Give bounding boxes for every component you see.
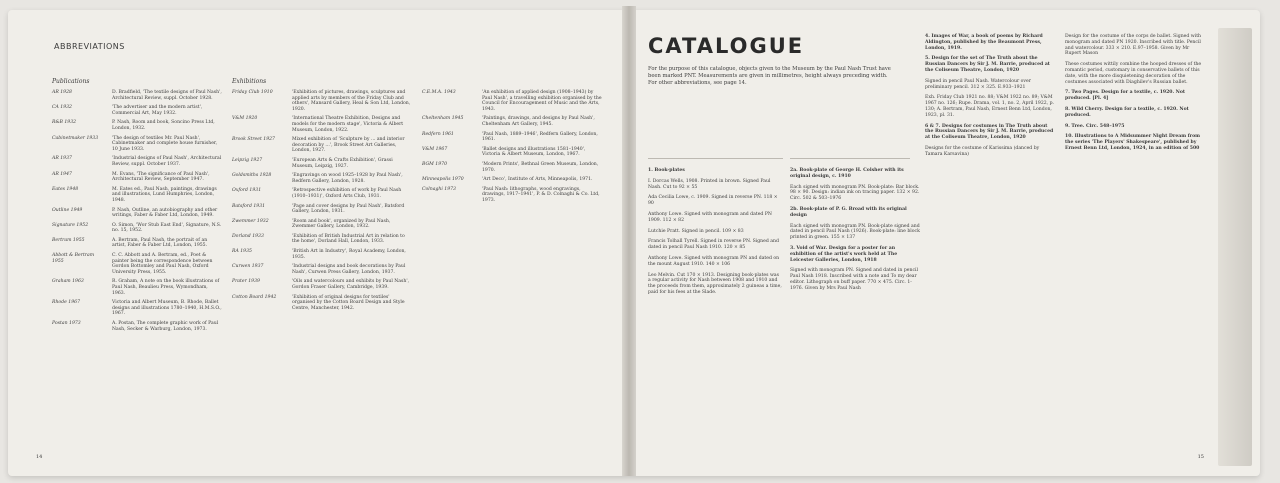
entry-value: 'Ballet designs and illustrations 1581–1940', Victoria & Albert Museum, London, 1967. xyxy=(482,146,586,158)
entry-key: Outline 1949 xyxy=(52,207,83,213)
catalogue-paragraph: Anthony Lowe. Signed with monogram and dated PN 1909. 112 × 82 xyxy=(648,211,772,223)
exhibition-entry xyxy=(422,116,602,127)
catalogue-paragraph: 5. Design for the set of The Truth about the Russian Dancers by Sir J. M. Barrie, produced at the Coliseum Theatre, London, 1920 xyxy=(925,56,1050,73)
entry-key: BGM 1970 xyxy=(422,161,447,167)
entry-value: A. Bertram, Paul Nash, the portrait of an artist, Faber & Faber Ltd, London, 1955. xyxy=(112,237,208,249)
exhibition-entry xyxy=(422,132,602,143)
exhibitions-label: Exhibitions xyxy=(232,78,267,85)
publication-entry xyxy=(52,300,222,317)
entry-key: Abbott & Bertram 1955 xyxy=(52,253,95,264)
catalogue-paragraph: Signed in pencil Paul Nash. Watercolour over preliminary pencil. 312 × 325. E.933–1921 xyxy=(925,78,1031,90)
catalogue-paragraph: Francis Tolhall Tyrell. Signed in reverse PN. Signed and dated in pencil Paul Nash 1910. 120 × 85 xyxy=(648,239,779,251)
publication-entry xyxy=(52,208,222,219)
entry-key: R&B 1932 xyxy=(52,120,77,126)
rule xyxy=(648,158,783,159)
entry-key: Signature 1952 xyxy=(52,222,89,228)
entry-key: Cabinetmaker 1933 xyxy=(52,135,99,141)
exhibition-entry xyxy=(232,158,412,169)
entry-key: Leipzig 1927 xyxy=(232,157,263,163)
catalogue-column-4 xyxy=(1065,34,1205,157)
entry-value: M. Eates ed., Paul Nash, paintings, drawings and illustrations, Lund Humphries, London, 1948. xyxy=(112,186,217,203)
catalogue-paragraph: Each signed with monogram PN. Book-plate: Bar block. 98 × 90. Design: indian ink on tracing paper. 132 × 92. Circ. 502 & 503–1976 xyxy=(790,184,920,202)
catalogue-column-1 xyxy=(648,168,783,301)
exhibition-entry xyxy=(232,137,412,154)
publication-entry xyxy=(52,187,222,204)
catalogue-paragraph: Designs for the costume of Karissima (danced by Tamara Karsavina) xyxy=(925,145,1040,157)
entry-key: Dorland 1933 xyxy=(232,233,264,239)
entry-value: 'Paul Nash, 1889–1946', Redfern Gallery, London, 1961. xyxy=(482,131,598,143)
exhibition-entry xyxy=(232,279,412,290)
entry-key: Minneapolis 1970 xyxy=(422,177,464,183)
entry-value: O. Simon, 'Wor Stub East End', Signature, N.S. no. 15, 1952. xyxy=(112,222,222,234)
entry-value: 'Oils and watercolours and exhibits by Paul Nash', Gordon Fraser Gallery, Cambridge, 1939. xyxy=(292,279,410,291)
entry-value: 'Industrial designs and book decorations by Paul Nash', Curwen Press Gallery, London, 1937. xyxy=(292,264,406,275)
catalogue-paragraph: 8. Wild Cherry. Design for a textile, c. 1920. Not produced. xyxy=(1065,106,1189,118)
publications-label: Publications xyxy=(52,78,90,85)
catalogue-paragraph: Exh. Friday Club 1921 no. 88; V&M 1922 no. 89; V&M 1967 no. 126; Rupe. Drama, vol. 1, no. 2, April 1922, p. 130; A. Bertram, Paul Nash, Ernest Benn Ltd, London, 1923, pl. 31. xyxy=(925,95,1054,118)
exhibition-entry xyxy=(422,90,602,112)
entry-key: Batsford 1931 xyxy=(232,203,266,209)
entry-value: 'An exhibition of applied design (1908–1943) by Paul Nash', a travelling exhibition organised by the Council for Encouragement of Music and the Arts, 1943. xyxy=(482,90,602,112)
entry-value: M. Evans, 'The significance of Paul Nash', Architectural Review, September 1947. xyxy=(112,171,210,183)
entry-key: Graham 1963 xyxy=(52,279,84,285)
catalogue-column-3 xyxy=(925,34,1055,163)
entry-value: D. Bradfield, 'The textile designs of Paul Nash', Architectural Review, suppl. October 1928. xyxy=(112,90,222,101)
exhibitions-list xyxy=(232,90,412,315)
catalogue-paragraph: Leo Melvin. Cut 170 × 1913. Designing book-plates was a regular activity for Nash between 1908 and 1910 and the proceeds from them, approximately 2 guineas a time, paid for his fees at the Slade. xyxy=(648,272,782,295)
entry-value: 'Industrial designs of Paul Nash', Architectural Review, suppl. October 1937. xyxy=(112,156,222,167)
entry-value: 'Paintings, drawings, and designs by Paul Nash', Cheltenham Art Gallery, 1945. xyxy=(482,116,595,127)
entry-value: 'British Art in Industry', Royal Academy, London, 1935. xyxy=(292,249,406,260)
publication-entry xyxy=(52,238,222,249)
catalogue-intro: For the purpose of this catalogue, objects given to the Museum by the Paul Nash Trust have been marked PNT. Measurements are given in millimetres, height always preceding width. For other abbreviations, see page 14. xyxy=(648,66,891,86)
entry-key: Cheltenham 1945 xyxy=(422,116,464,122)
catalogue-paragraph: Anthony Lowe. Signed with monogram PN and dated on the mount August 1910. 140 × 106 xyxy=(648,255,780,267)
entry-key: Colnaghi 1973 xyxy=(422,186,456,192)
page-number-right: 15 xyxy=(1197,454,1204,460)
exhibition-entry xyxy=(422,187,602,204)
exhibition-entry xyxy=(232,90,412,112)
catalogue-paragraph: Lutchie Pratt. Signed in pencil. 109 × 83 xyxy=(648,228,744,234)
rule xyxy=(790,158,910,159)
exhibition-entry xyxy=(232,204,412,215)
exhibition-entry xyxy=(422,177,602,183)
entry-key: AR 1937 xyxy=(52,156,72,162)
entry-value: 'The advertiser and the modern artist', Commercial Art, May 1932. xyxy=(112,105,203,116)
exhibition-entry xyxy=(422,162,602,173)
entry-key: RA 1935 xyxy=(232,249,252,255)
entry-key: V&M 1920 xyxy=(232,116,258,122)
entry-value: A. Postan, The complete graphic work of Paul Nash, Secker & Warburg, London, 1973. xyxy=(112,321,219,332)
entry-key: Prater 1939 xyxy=(232,279,260,285)
entry-key: Redfern 1961 xyxy=(422,131,454,137)
entry-key: Eates 1948 xyxy=(52,186,79,192)
catalogue-paragraph: I. Dorcas Wells, 1908. Printed in brown. Signed Paul Nash. Cut to 92 × 55 xyxy=(648,178,771,190)
entry-value: 'Exhibition of British Industrial Art in relation to the home', Dorland Hall, London, 1933. xyxy=(292,233,405,245)
catalogue-paragraph: 1. Book-plates xyxy=(648,168,685,173)
entry-key: V&M 1967 xyxy=(422,146,448,152)
right-page xyxy=(640,18,1218,466)
entry-value: 'Retrospective exhibition of work by Paul Nash (1910–1931)', Oxford Arts Club, 1931. xyxy=(292,188,402,199)
exhibition-entry xyxy=(232,188,412,199)
left-page xyxy=(30,18,620,466)
entry-value: 'Page and cover designs by Paul Nash', Batsford Gallery, London, 1931. xyxy=(292,203,405,215)
entry-key: Cotton Board 1942 xyxy=(232,294,277,300)
catalogue-paragraph: Ada Cecilia Lowe, c. 1909. Signed in reverse PN. 118 × 90 xyxy=(648,195,778,207)
entry-key: Friday Club 1910 xyxy=(232,90,273,95)
catalogue-title: CATALOGUE xyxy=(648,34,805,58)
entry-value: 'Modern Prints', Bethnal Green Museum, London, 1970. xyxy=(482,161,599,173)
catalogue-column-2 xyxy=(790,168,920,297)
page-number-left: 14 xyxy=(36,454,43,460)
entry-value: 'International Theatre Exhibition, Designs and models for the modern stage', Victoria & Albert Museum, London, 1922. xyxy=(292,116,404,133)
catalogue-paragraph: 2b. Book-plate of P. G. Broad with its original design xyxy=(790,206,907,218)
exhibition-entry xyxy=(232,295,412,312)
exhibitions-list-continued xyxy=(422,90,602,208)
publications-list xyxy=(52,90,222,336)
entry-value: 'Engravings on wood 1925–1928 by Paul Nash', Redfern Gallery, London, 1928. xyxy=(292,173,403,184)
exhibition-entry xyxy=(422,147,602,158)
catalogue-paragraph: Each signed with monogram PN. Book-plate signed and dated in pencil Paul Nash (1926). Book-plate: line block printed in green. 155 × 137 xyxy=(790,223,920,241)
abbreviations-heading: ABBREVIATIONS xyxy=(54,42,125,51)
entry-value: R. Graham, A note on the book illustrations of Paul Nash, Beaulieu Press, Wymondham, 1963. xyxy=(112,279,220,296)
entry-key: Postan 1973 xyxy=(52,321,81,326)
publication-entry xyxy=(52,172,222,183)
publication-entry xyxy=(52,279,222,296)
entry-key: Curwen 1937 xyxy=(232,264,264,270)
exhibition-entry xyxy=(232,234,412,245)
entry-key: AR 1928 xyxy=(52,90,72,95)
exhibition-entry xyxy=(232,249,412,260)
entry-key: Brook Street 1927 xyxy=(232,137,275,143)
entry-key: AR 1947 xyxy=(52,171,72,177)
catalogue-paragraph: 2a. Book-plate of George H. Colsher with its original design, c. 1910 xyxy=(790,168,904,179)
book-spine xyxy=(622,6,636,476)
entry-value: 'The design of textiles Mr. Paul Nash', Cabinetmaker and complete house furnisher, 10 June 1933. xyxy=(112,135,218,152)
entry-value: 'Room and book', organized by Paul Nash, Zwemmer Gallery, London, 1932. xyxy=(292,218,391,230)
entry-value: C. C. Abbott and A. Bertram, ed., Poet & painter being the correspondence between Gordon Bottomley and Paul Nash, Oxford University Press, 1955. xyxy=(112,253,213,275)
entry-key: C.E.M.A. 1943 xyxy=(422,90,456,95)
catalogue-paragraph: These costumes wittily combine the hooped dresses of the romantic period, customary in conservative ballets of this date, with the more disquietening decoration of the costumes associated with Diaghilev's Russian ballet. xyxy=(1065,62,1202,85)
entry-value: Victoria and Albert Museum, B. Rhode, Ballet designs and illustrations 1780–1940, H.M.S.O., 1967. xyxy=(112,300,222,317)
entry-key: Rhode 1967 xyxy=(52,300,80,306)
catalogue-paragraph: Signed with monogram PN. Signed and dated in pencil Paul Nash 1918. Inscribed with a note and To my dear editor. Lithograph on buff paper. 770 × 475. Circ. 1-1976. Given by Mrs Paul Nash xyxy=(790,268,918,291)
entry-value: 'Exhibition of pictures, drawings, sculptures and applied arts by members of the Friday Club and others', Mansard Gallery, Heal & Son Ltd, London, 1920. xyxy=(292,90,411,112)
catalogue-paragraph: 3. Void of War. Design for a poster for an exhibition of the artist's work held at The Leicester Galleries, London, 1918 xyxy=(790,245,898,263)
exhibition-entry xyxy=(232,116,412,133)
catalogue-paragraph: 10. Illustrations to A Midsummer Night Dream from the series 'The Players' Shakespeare', published by Ernest Benn Ltd, London, 1924, in an edition of 500 xyxy=(1065,134,1201,151)
page-edge xyxy=(1218,28,1252,466)
publication-entry xyxy=(52,156,222,167)
entry-value: 'Paul Nash: lithographs, wood engravings, drawings, 1917–1941', P. & D. Colnaghi & Co. Ltd, 1973. xyxy=(482,186,600,203)
publication-entry xyxy=(52,321,222,332)
publication-entry xyxy=(52,105,222,116)
entry-key: Zwemmer 1932 xyxy=(232,218,269,224)
exhibition-entry xyxy=(232,173,412,184)
entry-value: 'European Arts & Crafts Exhibition', Grassi Museum, Leipzig, 1927. xyxy=(292,157,393,169)
entry-key: CA 1932 xyxy=(52,105,72,111)
entry-value: Mixed exhibition of 'Sculpture by ... and interior decoration by ...', Brook Street Art Galleries, London, 1927. xyxy=(292,137,405,154)
entry-value: 'Art Deco', Institute of Arts, Minneapolis, 1971. xyxy=(482,177,593,183)
entry-key: Oxford 1931 xyxy=(232,188,262,194)
catalogue-paragraph: 9. Tree. Circ. 548–1975 xyxy=(1065,123,1125,129)
entry-value: P. Nash, Outline, an autobiography and other writings, Faber & Faber Ltd, London, 1949. xyxy=(112,207,218,219)
entry-key: Bertram 1955 xyxy=(52,237,85,243)
catalogue-paragraph: 7. Two Pages. Design for a textile, c. 1920. Not produced. [Pl. 4] xyxy=(1065,90,1186,102)
exhibition-entry xyxy=(232,219,412,230)
entry-value: P. Nash, Room and book, Soncino Press Ltd, London, 1932. xyxy=(112,120,215,131)
catalogue-paragraph: 4. Images of War, a book of poems by Richard Aldington, published by the Beaumont Press, London, 1919. xyxy=(925,34,1043,51)
entry-key: Goldsmiths 1928 xyxy=(232,173,272,179)
publication-entry xyxy=(52,90,222,101)
publication-entry xyxy=(52,120,222,131)
exhibition-entry xyxy=(232,264,412,275)
publication-entry xyxy=(52,223,222,234)
catalogue-paragraph: 6 & 7. Designs for costumes in The Truth about the Russian Dancers by Sir J. M. Barrie, produced at the Coliseum Theatre, London, 1920 xyxy=(925,123,1054,141)
catalogue-paragraph: Design for the costume of the corps de ballet. Signed with monogram and dated PN 1920. Inscribed with title. Pencil and watercolour. 333 × 210. E.97–1958. Given by Mr Rupert Mason xyxy=(1065,34,1201,57)
entry-value: 'Exhibition of original designs for textiles' organised by the Cotton Board Design and Style Centre, Manchester, 1942. xyxy=(292,294,405,311)
publication-entry xyxy=(52,253,222,275)
publication-entry xyxy=(52,136,222,153)
